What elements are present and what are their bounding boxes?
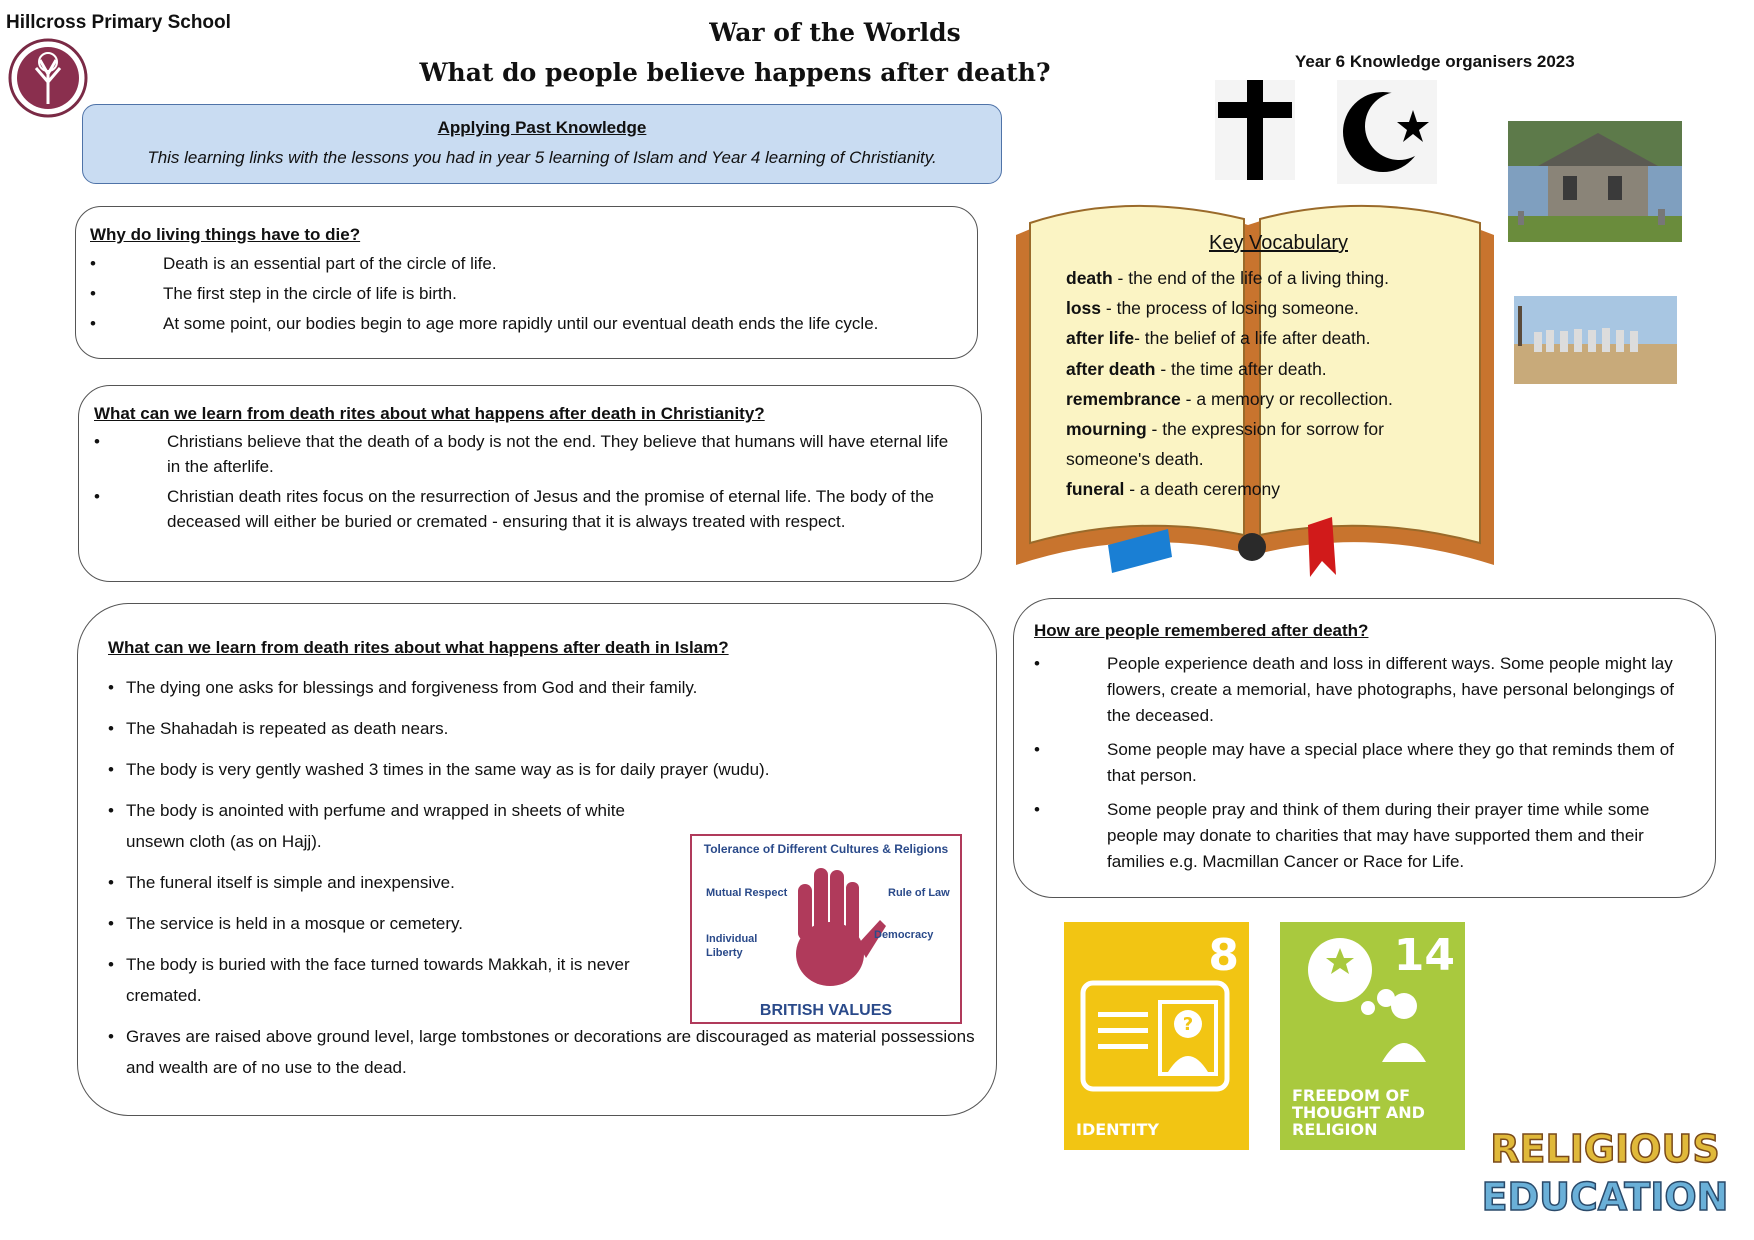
list-item-text: Christians believe that the death of a body is not the end. They believe that humans will have eternal life in the afterlife. bbox=[167, 432, 949, 476]
id-card-icon bbox=[1080, 980, 1230, 1092]
christianity-heading: What can we learn from death rites about what happens after death in Christianity? bbox=[94, 404, 765, 423]
bullet: • bbox=[108, 760, 114, 779]
list-item-text: People experience death and loss in different ways. Some people might lay flowers, create a memorial, have photographs, have personal belongings of the deceased. bbox=[1107, 654, 1675, 725]
rule-of-law-label: Rule of Law bbox=[888, 887, 950, 899]
vocab-entry bbox=[1066, 414, 1446, 474]
vocab-definition: - a death ceremony bbox=[1124, 479, 1280, 500]
british-values-footer: BRITISH VALUES bbox=[759, 1002, 893, 1019]
identity-tile-number: 8 bbox=[1208, 930, 1239, 981]
freedom-tile-label bbox=[1292, 1087, 1425, 1138]
bullet: • bbox=[108, 955, 114, 974]
freedom-tile-label-line: RELIGION bbox=[1292, 1120, 1378, 1139]
mutual-respect-label: Mutual Respect bbox=[706, 887, 788, 899]
vocab-definition: - a memory or recollection. bbox=[1180, 388, 1393, 409]
freedom-of-religion-tile bbox=[1280, 922, 1465, 1150]
vocab-term: death bbox=[1066, 268, 1113, 288]
page-title: War of the Worlds bbox=[709, 18, 961, 47]
freedom-tile-number: 14 bbox=[1393, 930, 1455, 981]
list-item bbox=[108, 713, 976, 744]
identity-tile bbox=[1064, 922, 1249, 1150]
vocab-definition: - the process of losing someone. bbox=[1101, 298, 1359, 319]
vocab-definition: - the belief of a life after death. bbox=[1134, 328, 1371, 349]
vocabulary-list bbox=[1066, 263, 1446, 505]
bullet: • bbox=[90, 284, 96, 303]
why-die-list bbox=[90, 249, 977, 339]
vocab-definition: - the time after death. bbox=[1155, 358, 1327, 379]
vocab-entry bbox=[1066, 474, 1446, 504]
list-item-text: Christian death rites focus on the resurrection of Jesus and the promise of eternal life. The body of the deceased will either be buried or cremated - ensuring that it is always treated with respect. bbox=[167, 487, 935, 531]
vocab-term: remembrance bbox=[1066, 388, 1181, 409]
cross-icon bbox=[1215, 80, 1295, 180]
bullet: • bbox=[90, 254, 96, 273]
vocab-term: loss bbox=[1066, 298, 1102, 319]
list-item bbox=[94, 484, 963, 534]
list-item bbox=[90, 279, 977, 309]
vocab-term: after death bbox=[1066, 358, 1156, 379]
bullet: • bbox=[108, 678, 114, 697]
individual-liberty-label: Individual Liberty bbox=[706, 933, 758, 959]
list-item-text: The first step in the circle of life is birth. bbox=[163, 284, 457, 303]
list-item bbox=[108, 949, 668, 1011]
vocab-entry bbox=[1066, 263, 1446, 293]
vocab-term: funeral bbox=[1066, 479, 1125, 500]
vocab-entry bbox=[1066, 293, 1446, 323]
vocab-term: after life bbox=[1066, 328, 1135, 349]
crescent-star-icon bbox=[1337, 80, 1437, 184]
list-item-text: The body is anointed with perfume and wrapped in sheets of white unsewn cloth (as on Hajj). bbox=[126, 801, 625, 851]
list-item bbox=[108, 1021, 976, 1083]
bullet: • bbox=[108, 801, 114, 820]
applying-past-knowledge-box bbox=[82, 104, 1002, 184]
re-logo-line1: RELIGIOUS bbox=[1490, 1127, 1720, 1171]
svg-text:?: ? bbox=[1182, 1014, 1194, 1035]
bullet: • bbox=[94, 432, 100, 451]
list-item bbox=[1034, 651, 1695, 729]
vocab-definition: - the expression for sorrow for someone's death. bbox=[1066, 419, 1384, 470]
page-subtitle: What do people believe happens after death? bbox=[419, 58, 1051, 87]
vocab-entry bbox=[1066, 354, 1446, 384]
list-item bbox=[90, 309, 977, 339]
apk-text: This learning links with the lessons you had in year 5 learning of Islam and Year 4 learning of Christianity. bbox=[147, 148, 937, 167]
vocab-definition: - the end of the life of a living thing. bbox=[1112, 268, 1389, 288]
thought-bubble-icon bbox=[1302, 932, 1442, 1062]
year-label: Year 6 Knowledge organisers 2023 bbox=[1295, 52, 1575, 71]
list-item bbox=[108, 867, 668, 898]
christianity-box bbox=[78, 385, 982, 582]
list-item bbox=[1034, 737, 1695, 789]
re-logo-line2: EDUCATION bbox=[1481, 1175, 1729, 1219]
bullet: • bbox=[1034, 654, 1040, 673]
list-item-text: Some people pray and think of them during their prayer time while some people may donate to charities that may have supported them and their families e.g. Macmillan Cancer or Race for Life. bbox=[1107, 800, 1650, 871]
bullet: • bbox=[108, 873, 114, 892]
vocab-term: mourning bbox=[1066, 419, 1147, 440]
freedom-tile-label-line: THOUGHT AND bbox=[1292, 1103, 1425, 1122]
freedom-tile-label-line: FREEDOM OF bbox=[1292, 1086, 1411, 1105]
list-item bbox=[90, 249, 977, 279]
hand-icon bbox=[780, 862, 890, 992]
bullet: • bbox=[108, 1027, 114, 1046]
islam-heading: What can we learn from death rites about what happens after death in Islam? bbox=[108, 638, 729, 657]
list-item bbox=[1034, 797, 1695, 875]
religious-education-logo bbox=[1481, 1118, 1729, 1219]
bullet: • bbox=[94, 487, 100, 506]
vocab-entry bbox=[1066, 384, 1446, 414]
list-item bbox=[108, 754, 976, 785]
vocab-entry bbox=[1066, 323, 1446, 353]
british-values-title: Tolerance of Different Cultures & Religions bbox=[703, 842, 949, 856]
democracy-label: Democracy bbox=[874, 929, 934, 941]
list-item bbox=[108, 795, 668, 857]
why-die-heading: Why do living things have to die? bbox=[90, 225, 361, 244]
vocabulary-heading: Key Vocabulary bbox=[1209, 232, 1348, 254]
key-vocabulary bbox=[1066, 232, 1446, 505]
list-item-text: The funeral itself is simple and inexpensive. bbox=[126, 873, 455, 892]
list-item-text: The body is buried with the face turned towards Makkah, it is never cremated. bbox=[126, 955, 630, 1005]
graveyard-photo bbox=[1514, 296, 1677, 384]
remembered-box bbox=[1013, 598, 1716, 898]
list-item-text: At some point, our bodies begin to age more rapidly until our eventual death ends the life cycle. bbox=[163, 314, 879, 333]
remembered-list bbox=[1034, 651, 1695, 875]
bullet: • bbox=[108, 914, 114, 933]
identity-tile-label: IDENTITY bbox=[1076, 1120, 1159, 1139]
list-item-text: The dying one asks for blessings and forgiveness from God and their family. bbox=[126, 678, 698, 697]
list-item bbox=[108, 908, 668, 939]
why-die-box bbox=[75, 206, 978, 359]
bullet: • bbox=[1034, 740, 1040, 759]
list-item bbox=[94, 429, 963, 479]
list-item bbox=[108, 672, 976, 703]
school-name: Hillcross Primary School bbox=[6, 12, 231, 33]
bullet: • bbox=[108, 719, 114, 738]
school-logo bbox=[8, 38, 88, 118]
list-item-text: The body is very gently washed 3 times in the same way as is for daily prayer (wudu). bbox=[126, 760, 770, 779]
apk-heading: Applying Past Knowledge bbox=[437, 118, 647, 137]
british-values-graphic bbox=[690, 834, 962, 1024]
list-item-text: The service is held in a mosque or cemetery. bbox=[126, 914, 463, 933]
list-item-text: The Shahadah is repeated as death nears. bbox=[126, 719, 449, 738]
christianity-list bbox=[94, 429, 963, 534]
list-item-text: Graves are raised above ground level, large tombstones or decorations are discouraged as material possessions and wealth are of no use to the dead. bbox=[126, 1027, 975, 1077]
list-item-text: Some people may have a special place where they go that reminds them of that person. bbox=[1107, 740, 1674, 785]
list-item-text: Death is an essential part of the circle of life. bbox=[163, 254, 497, 273]
bullet: • bbox=[90, 314, 96, 333]
remembered-heading: How are people remembered after death? bbox=[1034, 621, 1369, 640]
church-photo bbox=[1508, 121, 1682, 242]
bullet: • bbox=[1034, 800, 1040, 819]
